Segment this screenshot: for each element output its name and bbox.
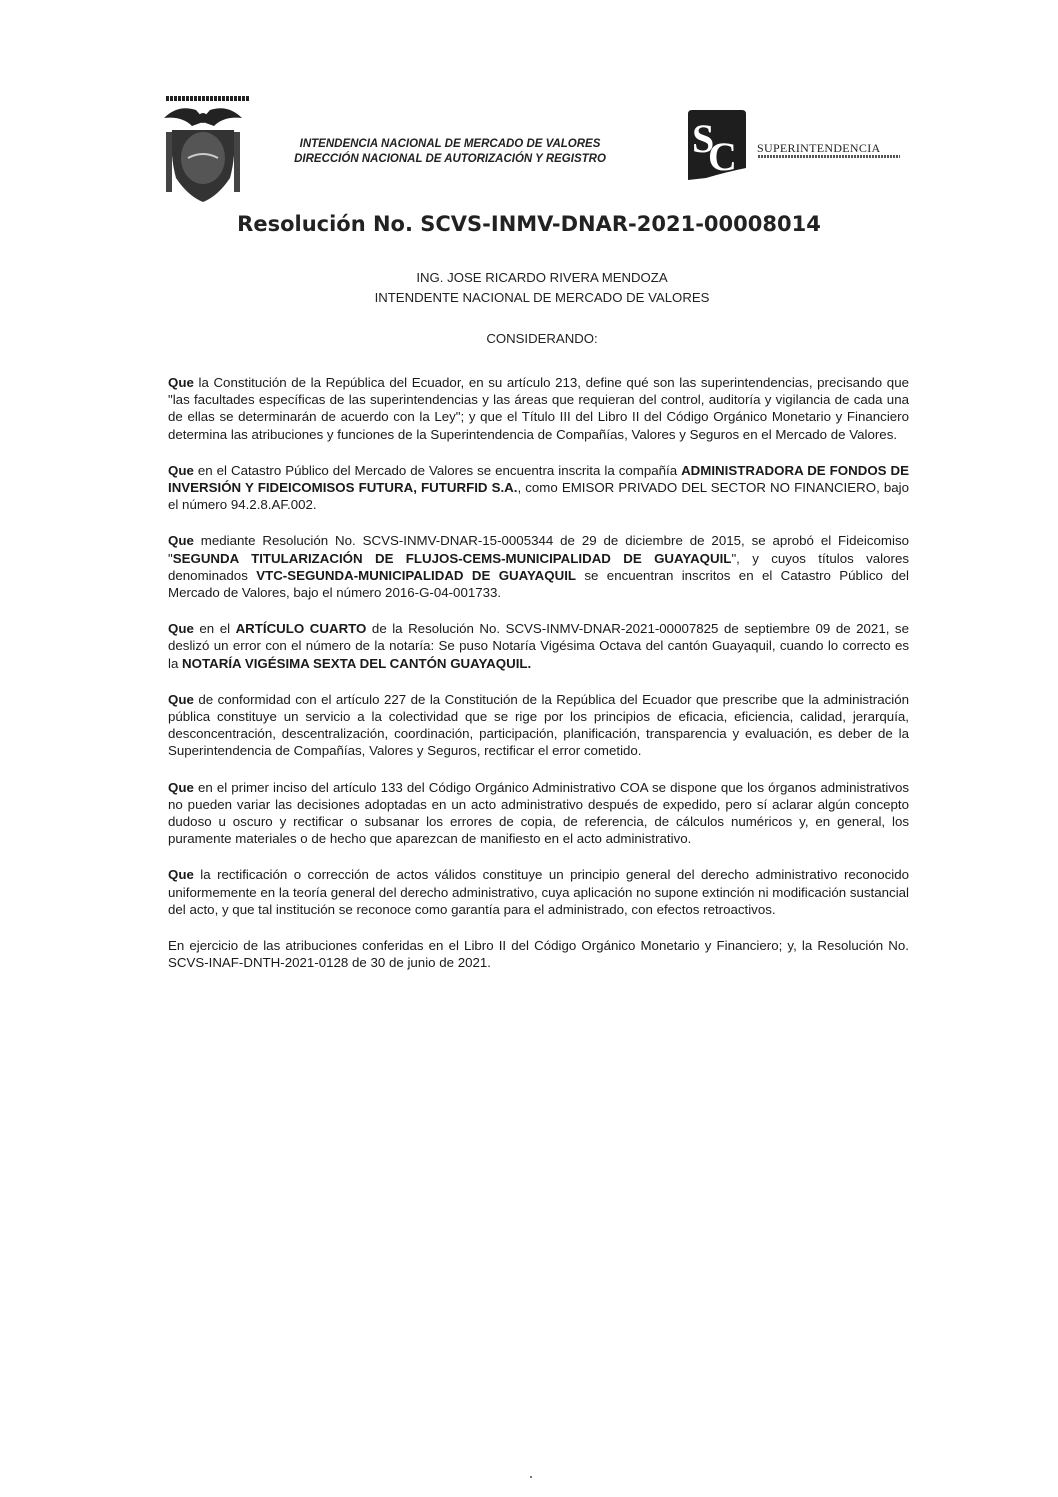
- considerando-paragraph: [168, 937, 909, 971]
- paragraph-lead: Que: [168, 375, 194, 390]
- paragraph-bold-text: SEGUNDA TITULARIZACIÓN DE FLUJOS-CEMS-MUNICIPALIDAD DE GUAYAQUIL: [172, 550, 732, 566]
- paragraph-bold-text: NOTARÍA VIGÉSIMA SEXTA DEL CANTÓN GUAYAQUIL.: [182, 655, 532, 671]
- paragraph-text: en el: [193, 621, 236, 637]
- paragraph-lead: Que: [168, 462, 194, 478]
- paragraph-text: la rectificación o corrección de actos válidos constituye un principio general del derecho administrativo reconocido uniformemente en la teoría general del derecho administrativo, cuya aplicación no supone extinción ni modificación sustancial del acto, y que tal institución se reconoce como garantía para el administrado, con efectos retroactivos.: [168, 867, 909, 917]
- considerando-paragraph: [168, 532, 909, 601]
- paragraph-text: de la Resolución No. SCVS-INMV-DNAR-2021-00007825 de septiembre 09 de 2021, se deslizó un error con el número de la notaría: Se puso Notaría Vigésima Octava del cantón Guayaquil, cuando lo correcto es la: [168, 621, 909, 671]
- considerando-heading: CONSIDERANDO:: [486, 331, 598, 346]
- paragraph-lead: Que: [168, 533, 194, 549]
- paragraph-text: mediante Resolución No. SCVS-INMV-DNAR-15-0005344 de 29 de diciembre de 2015, se aprobó el Fideicomiso ": [168, 533, 909, 566]
- paragraph-bold-text: ARTÍCULO CUARTO: [235, 621, 367, 637]
- coat-of-arms-icon: [158, 96, 248, 208]
- considerando-paragraph: [168, 691, 909, 760]
- header-institution: [260, 137, 640, 167]
- considerando-paragraph: [168, 374, 909, 443]
- paragraph-lead: Que: [168, 867, 194, 883]
- official-position: INTENDENTE NACIONAL DE MERCADO DE VALORES: [374, 290, 710, 305]
- paragraph-text: de conformidad con el artículo 227 de la Constitución de la República del Ecuador que prescribe que la administración pública constituye un servicio a la colectividad que se rige por los principios de eficacia, eficiencia, calidad, jerarquía, desconcentración, descentralización, coordinación, participación, planificación, transparencia y evaluación, es deber de la Superintendencia de Compañías, Valores y Seguros, rectificar el error cometido.: [168, 691, 909, 759]
- sc-emblem-icon: [686, 110, 746, 180]
- scan-speck: [530, 1476, 532, 1478]
- paragraph-bold-text: VTC-SEGUNDA-MUNICIPALIDAD DE GUAYAQUIL: [256, 567, 577, 583]
- sc-logo-wordmark: SUPERINTENDENCIA: [757, 141, 881, 155]
- considerando-paragraph: [168, 866, 909, 918]
- paragraph-text: en el Catastro Público del Mercado de Valores se encuentra inscrita la compañía: [193, 462, 682, 478]
- sc-logo-subtitle: [758, 155, 900, 158]
- paragraph-lead: Que: [168, 779, 194, 795]
- resolution-title: Resolución No. SCVS-INMV-DNAR-2021-00008014: [237, 212, 821, 236]
- paragraph-text: , como EMISOR PRIVADO DEL SECTOR NO FINANCIERO, bajo el número 94.2.8.AF.002.: [168, 480, 909, 513]
- paragraph-text: ", y cuyos títulos valores denominados: [168, 550, 909, 583]
- paragraph-text: En ejercicio de las atribuciones conferidas en el Libro II del Código Orgánico Monetario y Financiero; y, la Resolución No. SCVS-INAF-DNTH-2021-0128 de 30 de junio de 2021.: [168, 938, 909, 971]
- paragraph-lead: Que: [168, 621, 194, 637]
- considerando-paragraph: [168, 779, 909, 848]
- paragraph-text: la Constitución de la República del Ecuador, en su artículo 213, define qué son las superintendencias, precisando que "las facultades específicas de las superintendencias y las áreas que requieran del control, auditoría y vigilancia de cada una de ellas se determinarán de acuerdo con la Ley"; y que el Título III del Libro II del Código Orgánico Monetario y Financiero determina las atribuciones y funciones de la Superintendencia de Compañías, Valores y Seguros en el Mercado de Valores.: [168, 375, 909, 442]
- paragraph-text: se encuentran inscritos en el Catastro Público del Mercado de Valores, bajo el número 2016-G-04-001733.: [168, 567, 909, 601]
- header-line-direccion: DIRECCIÓN NACIONAL DE AUTORIZACIÓN Y REGISTRO: [294, 153, 606, 165]
- resolution-body: [168, 374, 909, 990]
- paragraph-lead: Que: [168, 691, 194, 707]
- considerando-paragraph: [168, 620, 909, 672]
- svg-text:S: S: [692, 116, 715, 161]
- header-line-intendencia: INTENDENCIA NACIONAL DE MERCADO DE VALORES: [299, 138, 601, 150]
- official-name: ING. JOSE RICARDO RIVERA MENDOZA: [416, 270, 668, 285]
- considerando-paragraph: [168, 462, 909, 514]
- paragraph-text: en el primer inciso del artículo 133 del Código Orgánico Administrativo COA se dispone que los órganos administrativos no pueden variar las decisiones adoptadas en un acto administrativo después de expedido, pero sí aclarar algún concepto dudoso u oscuro y rectificar o subsanar los errores de copia, de referencia, de cálculos numéricos y, en general, los puramente materiales o de hecho que aparezcan de manifiesto en el acto administrativo.: [168, 779, 909, 847]
- official-block: [0, 268, 1058, 308]
- paragraph-bold-text: ADMINISTRADORA DE FONDOS DE INVERSIÓN Y FIDEICOMISOS FUTURA, FUTURFID S.A.: [168, 462, 909, 496]
- sc-logo: [686, 110, 746, 180]
- ecuador-coat-of-arms-logo: [158, 96, 248, 208]
- svg-text:C: C: [708, 134, 737, 179]
- logo-caption-text: [166, 96, 250, 101]
